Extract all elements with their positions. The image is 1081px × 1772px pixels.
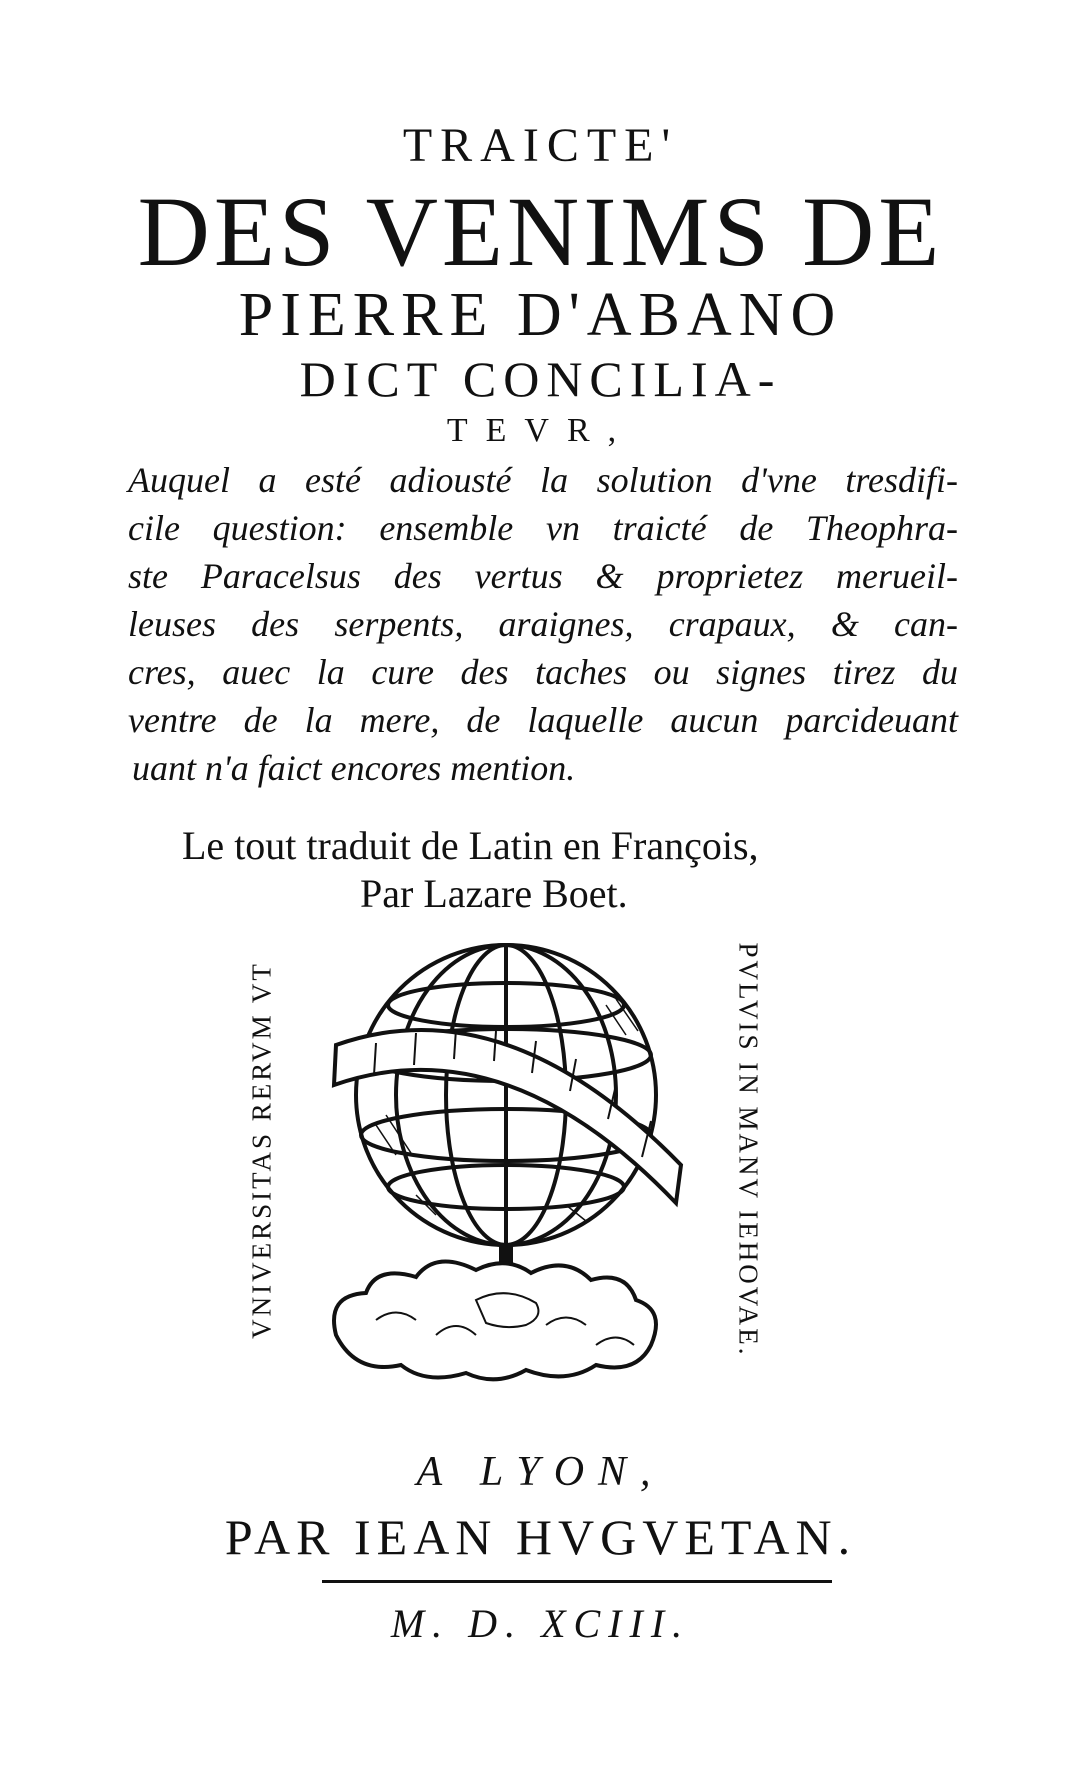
description-line: leuses des serpents, araignes, crapaux, & can-: [128, 604, 958, 644]
title-author: PIERRE D'ABANO: [238, 281, 843, 349]
title-des-venims: DES VENIMS DE: [137, 176, 944, 287]
imprint-place: A LYON,: [416, 1449, 665, 1495]
title-traicte: TRAICTE': [402, 119, 679, 172]
description-line: Auquel a esté adiousté la solution d'vne tresdifi-: [128, 460, 958, 500]
device-motto-left-text: VNIVERSITAS RERVM VT: [246, 961, 277, 1339]
device-motto-right-text: PVLVIS IN MANV IEHOVAE.: [733, 942, 764, 1358]
description-line: ventre de la mere, de laquelle aucun parcideuant: [128, 700, 958, 740]
description-line: uant n'a faict encores mention.: [132, 748, 576, 788]
description-line: ste Paracelsus des vertus & proprietez merueil-: [128, 556, 958, 596]
translation-note: Le tout traduit de Latin en François,: [182, 823, 759, 868]
description-line: cres, auec la cure des taches ou signes tirez du: [128, 652, 958, 692]
translator-name: Par Lazare Boet.: [360, 871, 628, 916]
description-line: cile question: ensemble vn traicté de Theophra-: [128, 508, 958, 548]
imprint-date: M. D. XCIII.: [390, 1601, 691, 1646]
armillary-sphere-woodcut: [316, 925, 706, 1385]
description-paragraph: [128, 456, 958, 792]
title-tevr: TEVR,: [446, 412, 635, 449]
title-dict: DICT CONCILIA-: [299, 351, 782, 407]
imprint-printer: PAR IEAN HVGVETAN.: [224, 1509, 857, 1565]
divider-rule: [322, 1580, 832, 1583]
